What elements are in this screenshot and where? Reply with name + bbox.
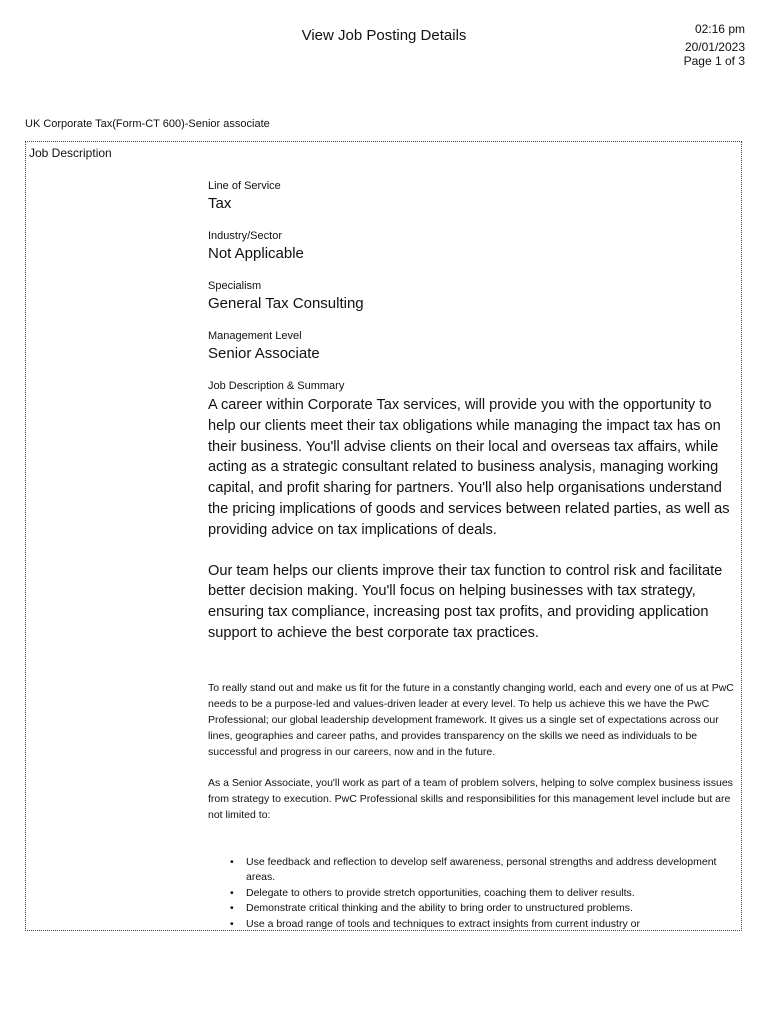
print-time: 02:16 pm (694, 22, 745, 36)
print-date: 20/01/2023 (684, 40, 745, 54)
list-item: • Demonstrate critical thinking and the ability to bring order to unstructured problems. (208, 901, 740, 917)
field-value: Senior Associate (208, 345, 320, 362)
job-description-content (208, 180, 740, 931)
field-label: Line of Service (208, 180, 281, 192)
list-item: • Delegate to others to provide stretch opportunities, coaching them to deliver results. (208, 886, 740, 902)
field-value: General Tax Consulting (208, 295, 364, 312)
field-management-level (208, 330, 740, 363)
field-specialism (208, 280, 740, 313)
field-label: Management Level (208, 330, 302, 342)
body-paragraph: As a Senior Associate, you'll work as part of a team of problem solvers, helping to solve complex business issues from strategy to execution. PwC Professional skills and responsibilities for this management level include but are not limited to: (208, 776, 733, 821)
field-value: Not Applicable (208, 245, 304, 262)
summary-paragraph: Our team helps our clients improve their tax function to control risk and facilitate better decision making. You'll focus on helping businesses with tax strategy, ensuring tax compliance, increasing post tax profits, and providing application support to achieve the best corporate tax practices. (208, 562, 723, 641)
section-label: Job Description (29, 146, 112, 160)
summary-label: Job Description & Summary (208, 380, 345, 392)
page-number: Page 1 of 3 (683, 54, 745, 68)
responsibilities-list (208, 855, 740, 931)
field-value: Tax (208, 195, 232, 212)
job-posting-title: UK Corporate Tax(Form-CT 600)-Senior associate (25, 118, 270, 130)
body-paragraph: To really stand out and make us fit for the future in a constantly changing world, each and every one of us at PwC needs to be a purpose-led and values-driven leader at every level. To help us achieve this we have the PwC Professional; our global leadership development framework. It gives us a single set of expectations across our lines, geographies and career paths, and provides transparency on the skills we need as individuals to be successful and progress in our careers, now and in the future. (208, 681, 734, 758)
list-item: • Use a broad range of tools and techniques to extract insights from current industry or (208, 917, 740, 931)
list-item: • Use feedback and reflection to develop self awareness, personal strengths and address development areas. (208, 855, 740, 886)
field-label: Industry/Sector (208, 230, 282, 242)
field-label: Specialism (208, 280, 262, 292)
field-line-of-service (208, 180, 740, 213)
job-description-frame (25, 141, 742, 931)
print-meta (684, 22, 745, 68)
summary-paragraph: A career within Corporate Tax services, will provide you with the opportunity to help our clients meet their tax obligations while managing the impact tax has on their business. You'll advise clients on their local and overseas tax affairs, while acting as a strategic consultant related to business analysis, managing working capital, and profit sharing for partners. You'll also help organisations understand the pricing implications of goods and services between related parties, as well as providing advice on tax implications of deals. (208, 397, 730, 538)
field-industry-sector (208, 230, 740, 263)
page-title: View Job Posting Details (301, 27, 467, 44)
